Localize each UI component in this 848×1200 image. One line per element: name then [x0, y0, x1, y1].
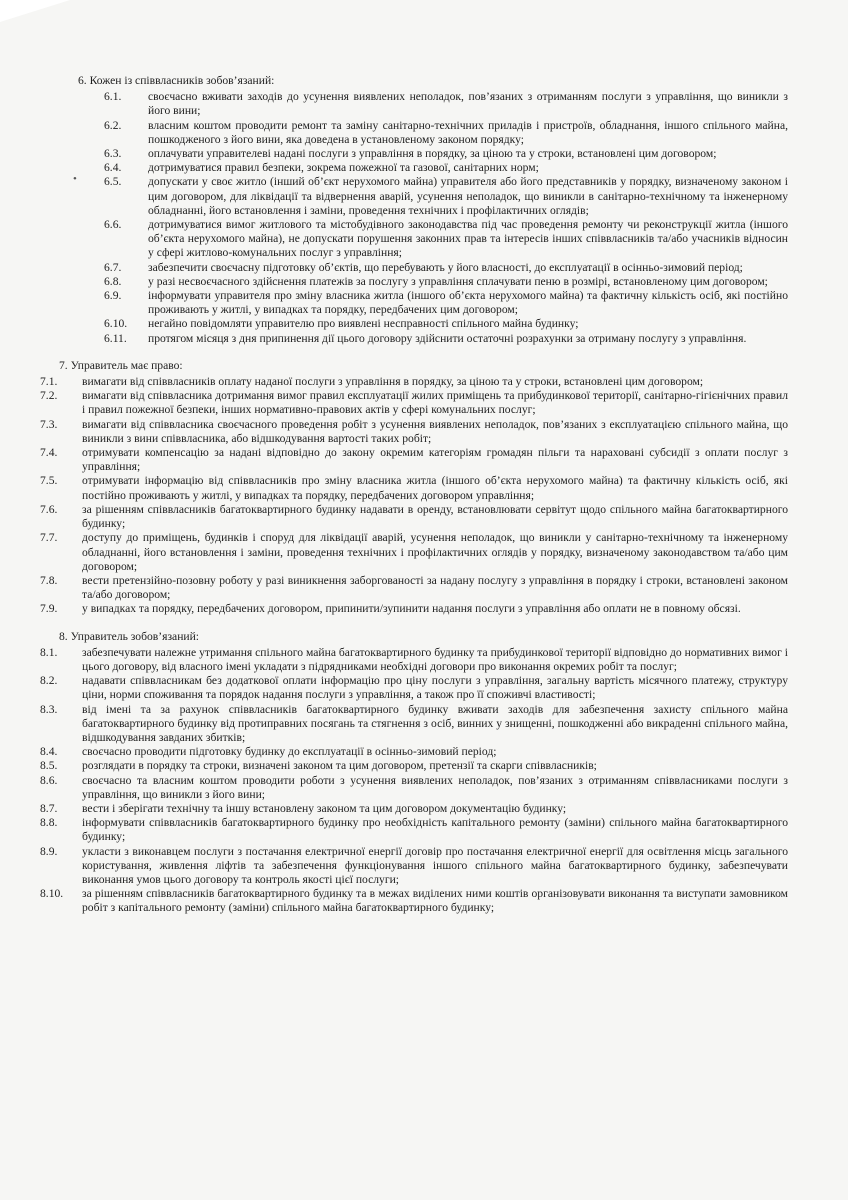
clause-item	[40, 802, 788, 816]
clause-text: забезпечити своєчасну підготовку об’єктів, що перебувають у його власності, до експлуатації в осінньо-зимовий період;	[148, 260, 743, 274]
clause-text: своєчасно та власним коштом проводити роботи з усунення виявлених неполадок, пов’язаних з отриманням співвласниками послуги з управління, що виникли з його вини;	[82, 773, 788, 801]
clause-number: 8.9.	[40, 844, 58, 858]
clause-number: 6.8.	[104, 274, 122, 288]
clause-item	[40, 816, 788, 844]
clause-text: протягом місяця з дня припинення дії цього договору здійснити остаточні розрахунки за отриману послугу з управління.	[148, 331, 747, 345]
clause-text: допускати у своє житло (інший об’єкт нерухомого майна) управителя або його представників у порядку, визначеному законом і цим договором, для ліквідації та відвернення аварій, усунення неполадок, що виникли в санітарно-технічному та інженерному обладнанні, його встановлення і заміни, проведення технічних і профілактичних оглядів;	[148, 175, 788, 217]
clause-item	[40, 887, 788, 915]
section-8	[40, 630, 788, 916]
clause-item	[40, 375, 788, 389]
clause-number: 8.5.	[40, 759, 58, 773]
clause-text: своєчасно проводити підготовку будинку до експлуатації в осінньо-зимовий період;	[82, 745, 497, 759]
clause-item	[40, 602, 788, 616]
clause-item	[40, 845, 788, 888]
clause-number: 6.5.	[104, 175, 122, 189]
clause-text: дотримуватися вимог житлового та містобудівного законодавства під час проведення ремонту чи реконструкції житла (іншого об’єкта нерухомого майна), не допускати порушення законних прав та інтересів інших співвласників та/або учасників відносин у сфері житлово-комунальних послуг з управління;	[148, 218, 788, 260]
clause-number: 8.2.	[40, 674, 58, 688]
clause-text: надавати співвласникам без додаткової оплати інформацію про ціну послуги з управління, загальну вартість місячного платежу, структуру ціни, норми споживання та порядок надання послуги з управління, а також про її споживчі властивості;	[82, 674, 788, 702]
clause-item	[40, 774, 788, 802]
clause-text: своєчасно вживати заходів до усунення виявлених неполадок, пов’язаних з отриманням послуги з управління, що виникли з його вини;	[148, 90, 788, 118]
clause-text: негайно повідомляти управителю про виявлені несправності спільного майна будинку;	[148, 317, 579, 331]
clause-text: розглядати в порядку та строки, визначені законом та цим договором, претензії та скарги співвласників;	[82, 759, 597, 773]
clause-number: 7.5.	[40, 474, 58, 488]
clause-number: 7.3.	[40, 417, 58, 431]
clause-text: у випадках та порядку, передбачених договором, припинити/зупинити надання послуги з управління або оплати не в повному обсязі.	[82, 602, 741, 616]
clause-number: 6.10.	[104, 317, 128, 331]
clause-item	[64, 275, 788, 289]
section-7	[40, 359, 788, 617]
clause-number: 6.7.	[104, 260, 122, 274]
clause-text: отримувати інформацію від співвласників про зміну власника житла (іншого об’єкта нерухомого майна) та фактичну кількість осіб, які постійно проживають у житлі, у випадках та порядку, передбачених договором управління;	[82, 474, 788, 502]
clause-number: 8.3.	[40, 702, 58, 716]
clause-number: 6.11.	[104, 331, 127, 345]
clause-text: вести і зберігати технічну та іншу встановлену законом та цим договором документацію будинку;	[82, 801, 567, 815]
clause-number: 7.8.	[40, 573, 58, 587]
clause-item	[40, 703, 788, 746]
clause-text: власним коштом проводити ремонт та заміну санітарно-технічних приладів і пристроїв, обладнання, іншого спільного майна, пошкодженого з його вини, яка доведена в установленому законом порядку;	[148, 118, 788, 146]
section-8-items	[40, 646, 788, 916]
margin-dot: •	[73, 173, 77, 185]
clause-item	[64, 119, 788, 147]
clause-item	[40, 531, 788, 574]
clause-text: вимагати від співвласника дотримання вимог правил експлуатації жилих приміщень та прибудинкової території, санітарно-гігієнічних правил і правил пожежної безпеки, інших нормативно-правових актів у сфері комунальних послуг;	[82, 389, 788, 417]
clause-text: вимагати від співвласника своєчасного проведення робіт з усунення виявлених неполадок, пов’язаних з експлуатацією спільного майна, що виникли з вини співвласника, або відшкодування вартості таких робіт;	[82, 417, 788, 445]
clause-number: 8.8.	[40, 816, 58, 830]
clause-item	[64, 90, 788, 118]
clause-number: 8.4.	[40, 745, 58, 759]
clause-item	[64, 289, 788, 317]
clause-text: інформувати управителя про зміну власника житла (іншого об’єкта нерухомого майна) та фактичну кількість осіб, які постійно проживають у житлі, у випадках та порядку, передбачених цим договором;	[148, 289, 788, 317]
clause-item	[40, 389, 788, 417]
clause-number: 7.6.	[40, 502, 58, 516]
clause-number: 6.3.	[104, 147, 122, 161]
section-7-heading: 7. Управитель має право:	[59, 358, 183, 372]
clause-text: забезпечувати належне утримання спільного майна багатоквартирного будинку та прибудинкової території відповідно до нормативних вимог і цього договору, від власного імені укладати з підрядниками необхідні договори про виконання окремих робіт та послуг;	[82, 645, 788, 673]
clause-number: 7.1.	[40, 375, 58, 389]
clause-item	[40, 674, 788, 702]
clause-number: 8.6.	[40, 773, 58, 787]
clause-number: 7.4.	[40, 446, 58, 460]
clause-item	[64, 261, 788, 275]
clause-item	[40, 759, 788, 773]
section-8-heading: 8. Управитель зобов’язаний:	[59, 629, 200, 643]
clause-text: отримувати компенсацію за надані відповідно до закону окремим категоріям громадян пільги та нараховані субсидії з оплати послуг з управління;	[82, 446, 788, 474]
clause-text: вести претензійно-позовну роботу у разі виникнення заборгованості за надану послугу з управління в порядку і строки, встановлені законом та/або договором;	[82, 573, 788, 602]
section-6-heading: 6. Кожен із співвласників зобов’язаний:	[78, 74, 275, 87]
section-7-items	[40, 375, 788, 616]
clause-item	[40, 418, 788, 446]
page-fold-corner	[0, 0, 70, 22]
clause-item	[40, 646, 788, 674]
clause-item	[40, 574, 788, 602]
clause-text: укласти з виконавцем послуги з постачання електричної енергії договір про постачання електричної енергії для освітлення місць загального користування, живлення ліфтів та забезпечення функціонування іншого спільного майна багатоквартирного будинку, забезпечувати виконання умов цього договору та контроль якості цієї послуги;	[82, 844, 788, 886]
clause-number: 7.7.	[40, 531, 58, 545]
clause-number: 6.6.	[104, 218, 122, 232]
clause-text: від імені та за рахунок співвласників багатоквартирного будинку вживати заходів для забезпечення захисту спільного майна багатоквартирного будинку від протиправних посягань та стягнення з осіб, винних у знищенні, пошкодженні або викраденні спільного майна, відшкодування завданих збитків;	[82, 702, 788, 744]
clause-item	[64, 147, 788, 161]
clause-item	[40, 474, 788, 502]
clause-number: 6.9.	[104, 289, 122, 303]
section-6	[64, 74, 788, 346]
clause-text: оплачувати управителеві надані послуги з управління в порядку, за ціною та у строки, встановлені цим договором;	[148, 147, 717, 161]
clause-item	[64, 332, 788, 346]
clause-number: 8.1.	[40, 645, 58, 659]
clause-item	[40, 503, 788, 531]
clause-number: 6.2.	[104, 118, 122, 132]
clause-item	[64, 317, 788, 331]
clause-item	[64, 175, 788, 218]
clause-item	[64, 161, 788, 175]
clause-text: дотримуватися правил безпеки, зокрема пожежної та газової, санітарних норм;	[148, 161, 539, 175]
clause-item	[64, 218, 788, 261]
clause-text: у разі несвоєчасного здійснення платежів за послугу з управління сплачувати пеню в розмірі, встановленому цим договором;	[148, 274, 768, 288]
clause-number: 6.4.	[104, 161, 122, 175]
clause-number: 6.1.	[104, 90, 122, 104]
clause-text: вимагати від співвласників оплату наданої послуги з управління в порядку, за ціною та у строки, встановлені цим договором;	[82, 375, 704, 389]
clause-item	[40, 446, 788, 474]
clause-item	[40, 745, 788, 759]
clause-text: доступу до приміщень, будинків і споруд для ліквідації аварій, усунення неполадок, що виникли у санітарно-технічному та інженерному обладнанні, його встановлення і заміни, проведення технічних і профілактичних оглядів у порядку, визначеному законодавством та/або цим договором;	[82, 531, 788, 573]
section-6-items	[64, 90, 788, 346]
clause-text: інформувати співвласників багатоквартирного будинку про необхідність капітального ремонту (заміни) спільного майна багатоквартирного будинку;	[82, 816, 788, 844]
clause-number: 7.2.	[40, 389, 58, 403]
clause-number: 7.9.	[40, 602, 58, 616]
clause-text: за рішенням співвласників багатоквартирного будинку та в межах виділених ними коштів організовувати виконання та виступати замовником робіт з капітального ремонту (заміни) спільного майна багатоквартирного будинку;	[82, 887, 788, 915]
clause-number: 8.7.	[40, 801, 58, 815]
clause-text: за рішенням співвласників багатоквартирного будинку надавати в оренду, встановлювати сервітут щодо спільного майна багатоквартирного будинку;	[82, 502, 788, 531]
clause-number: 8.10.	[40, 887, 64, 901]
